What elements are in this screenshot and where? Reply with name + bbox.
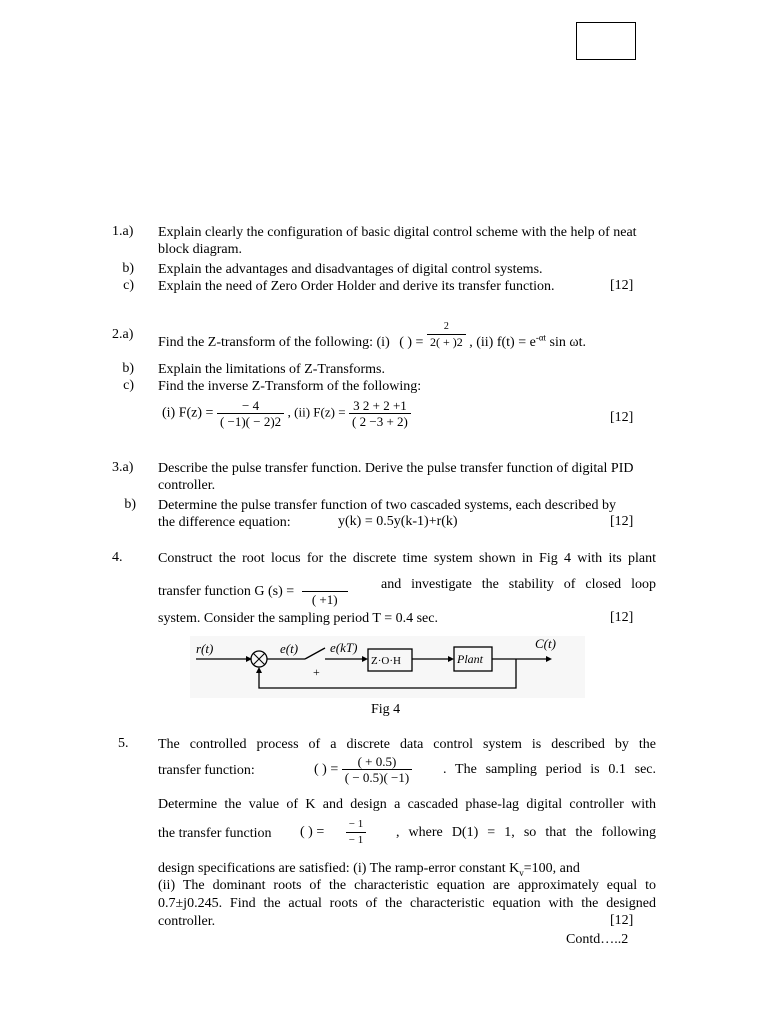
q2c-f2-numerator: 3 2 + 2 +1 [349, 398, 411, 414]
fig4-error-label: e(t) [280, 641, 299, 656]
q2c-f2-denominator: ( 2 −3 + 2) [352, 414, 408, 429]
q2b-text: Explain the limitations of Z-Transforms. [158, 362, 385, 377]
q4-line-2b: and investigate the stability of closed loop [381, 577, 656, 592]
q2-marks: [12] [610, 410, 634, 425]
fig4-feedback-arrow [256, 667, 262, 673]
q5-line-4b: , where D(1) = 1, so that the following [396, 825, 656, 840]
q3-marks: [12] [610, 514, 634, 529]
q2a-label: Find the Z-transform of the following: (i) [158, 334, 390, 350]
q2a-f2 [469, 332, 586, 350]
q2c-f1-fraction [217, 398, 284, 429]
q2a-f2-text: , (ii) f(t) = e [469, 334, 536, 350]
q1b-text: Explain the advantages and disadvantages of digital control systems. [158, 262, 543, 277]
q5-tf-fraction [342, 754, 412, 785]
q2a-f2-tail: sin ωt. [546, 334, 586, 350]
q4-marks: [12] [610, 610, 634, 625]
q3b-equation: y(k) = 0.5y(k-1)+r(k) [338, 514, 458, 529]
q5-line-6: (ii) The dominant roots of the characteristic equation are approximately equal to [158, 878, 656, 893]
fig4-output-label: C(t) [535, 636, 556, 651]
q5-dz-lhs: ( ) = [300, 824, 325, 840]
q5-marks: [12] [610, 913, 634, 928]
q5-line-5-subscript: v [519, 867, 524, 878]
q5-line-4a: the transfer function [158, 826, 272, 841]
q1-marks: [12] [610, 278, 634, 293]
q4-tf-denominator: ( +1) [311, 592, 338, 607]
q1b-number: b) [122, 261, 134, 276]
q2c-f2-lhs: , (ii) F(z) = [287, 404, 346, 420]
q2a-f1-denominator: 2( + )2 [427, 334, 466, 350]
roll-number-box [576, 22, 636, 60]
q2b-number: b) [122, 361, 134, 376]
q4-line-1: Construct the root locus for the discrete time system shown in Fig 4 with its plant [158, 551, 656, 566]
q5-line-2a: transfer function: [158, 763, 255, 778]
q2a-text [158, 313, 668, 350]
q2c-f2-fraction [349, 398, 411, 429]
q2a-f1-fraction [427, 319, 466, 350]
q3a-text: Describe the pulse transfer function. Derive the pulse transfer function of digital PID controller. [158, 461, 634, 493]
q4-tf-label: transfer function G (s) = [158, 584, 295, 600]
fig4-plant-label: Plant [457, 652, 483, 666]
q4-number: 4. [112, 550, 123, 565]
q4-tf-fraction [302, 579, 348, 607]
q3a-number: 3.a) [112, 460, 134, 475]
fig4-caption: Fig 4 [371, 702, 401, 717]
q2c-f1-lhs: (i) F(z) = [162, 405, 214, 421]
q5-dz [300, 817, 366, 848]
q5-number: 5. [118, 736, 129, 751]
q5-line-8: controller. [158, 914, 216, 929]
q5-tf-lhs: ( ) = [314, 761, 339, 777]
q5-tf [314, 754, 412, 785]
q2c-number: c) [123, 378, 134, 393]
q3b-number: b) [124, 497, 136, 512]
q1c-number: c) [123, 278, 134, 293]
fig4-plant-arrow [448, 656, 454, 662]
q5-line-7: 0.7±j0.245. Find the actual roots of the characteristic equation with the designed [158, 896, 656, 911]
q2a-number: 2.a) [112, 327, 134, 342]
q5-dz-fraction [346, 817, 366, 848]
q3b-text-2: the difference equation: [158, 515, 291, 530]
q5-line-1: The controlled process of a discrete data control system is described by the [158, 737, 656, 752]
q3b-text: Determine the pulse transfer function of two cascaded systems, each described by [158, 498, 616, 513]
q1a-number: 1.a) [112, 224, 134, 239]
q2a-f1-lhs: ( ) = [399, 334, 424, 350]
q5-dz-denominator: − 1 [348, 834, 364, 846]
fig4-input-label: r(t) [196, 641, 214, 656]
q5-line-5-text: design specifications are satisfied: (i) The ramp-error constant K [158, 861, 520, 876]
q5-line-3: Determine the value of K and design a cascaded phase-lag digital controller with [158, 797, 656, 812]
q2c-f1-denominator: ( −1)( − 2)2 [219, 414, 282, 429]
q5-dz-numerator: − 1 [346, 817, 366, 833]
q5-tf-denominator: ( − 0.5)( −1) [344, 770, 410, 785]
q1a-text: Explain clearly the configuration of basic digital control scheme with the help of neat block diagram. [158, 225, 637, 257]
fig4-block-diagram [190, 636, 585, 698]
q4-tf-numerator [302, 579, 348, 592]
fig4-sampled-label: e(kT) [330, 640, 358, 655]
fig4-zoh-arrow [362, 656, 368, 662]
q5-line-5-tail: =100, and [523, 861, 580, 876]
fig4-output-arrow [546, 656, 552, 662]
q2a-f2-exponent: -αt [535, 332, 547, 343]
q1c-text: Explain the need of Zero Order Holder and derive its transfer function. [158, 279, 555, 294]
q2a-f1-numerator: 2 [443, 321, 449, 332]
q2c-text: Find the inverse Z-Transform of the following: [158, 379, 422, 394]
fig4-zoh-label: Z·O·H [371, 655, 401, 667]
fig4-plus-sign: + [313, 665, 320, 679]
q5-tf-numerator: ( + 0.5) [342, 754, 412, 770]
continued-note: Contd…..2 [566, 932, 629, 947]
q2c-formulas [162, 398, 660, 429]
fig4-sampler-switch [305, 648, 325, 659]
q4-line-3: system. Consider the sampling period T = 0.4 sec. [158, 611, 438, 626]
q5-line-2b: . The sampling period is 0.1 sec. [443, 762, 656, 777]
q2c-f1-numerator: − 4 [217, 398, 284, 414]
